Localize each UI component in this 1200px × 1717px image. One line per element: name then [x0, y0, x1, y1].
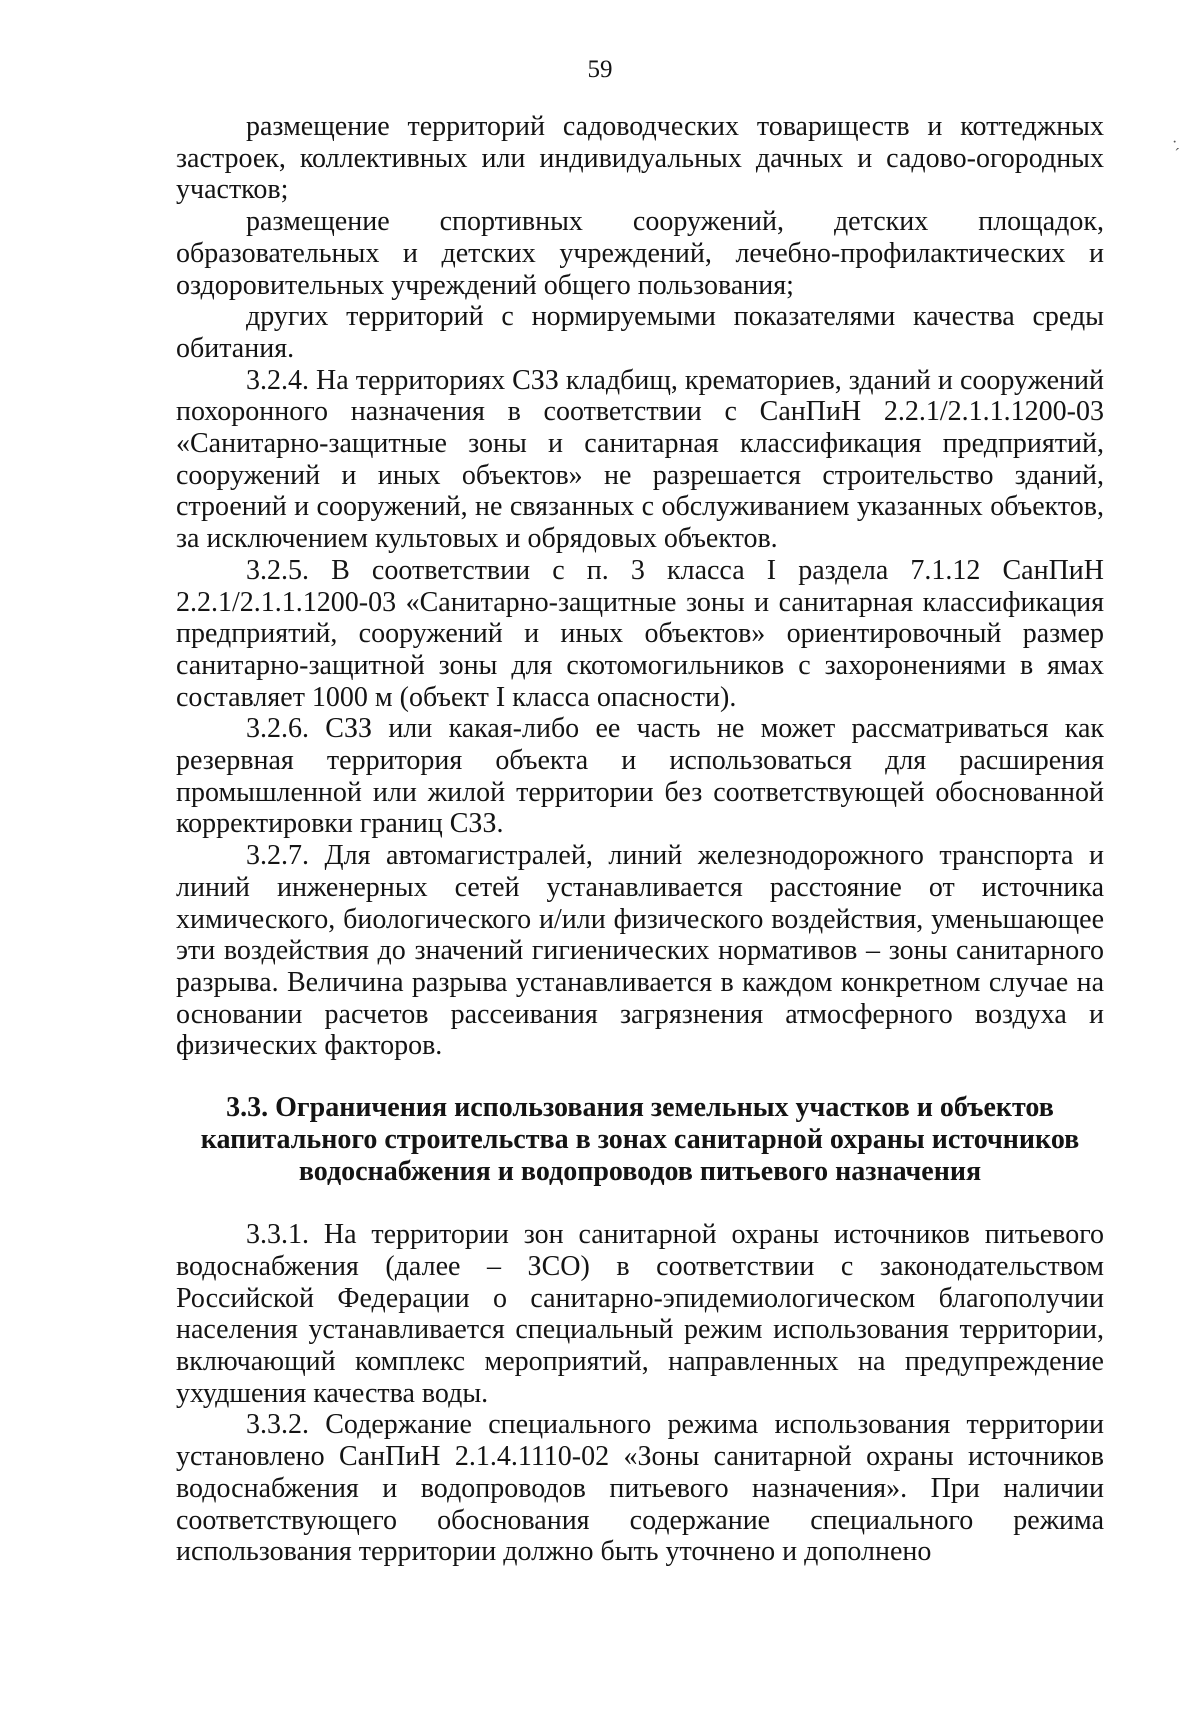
section-heading-line: капитального строительства в зонах санитарной охраны источников — [200, 1123, 1080, 1155]
paragraph-3-3-2: 3.3.2. Содержание специального режима использования территории установлено СанПиН 2.1.4.1110-02 «Зоны санитарной охраны источников водоснабжения и водопроводов питьевого назначения». При наличии соответствующего обоснования содержание специального режима использования территории должно быть уточнено и дополнено — [176, 1409, 1104, 1568]
paragraph-gardening-territories: размещение территорий садоводческих товариществ и коттеджных застроек, коллективных или индивидуальных дачных и садово-огородных участков; — [176, 111, 1104, 206]
section-heading-line: водоснабжения и водопроводов питьевого назначения — [298, 1155, 982, 1187]
paragraph-3-2-7: 3.2.7. Для автомагистралей, линий железнодорожного транспорта и линий инженерных сетей устанавливается расстояние от источника химического, биологического и/или физического воздействия, уменьшающее эти воздействия до значений гигиенических нормативов – зоны санитарного разрыва. Величина разрыва устанавливается в каждом конкретном случае на основании расчетов рассеивания загрязнения атмосферного воздуха и физических факторов. — [176, 840, 1104, 1062]
paragraph-3-2-5: 3.2.5. В соответствии с п. 3 класса I раздела 7.1.12 СанПиН 2.2.1/2.1.1.1200-03 «Санитарно-защитные зоны и санитарная классификация предприятий, сооружений и иных объектов» ориентировочный размер санитарно-защитной зоны для скотомогильников с захоронениями в ямах составляет 1000 м (объект I класса опасности). — [176, 554, 1104, 713]
page-number: 59 — [587, 56, 613, 83]
section-heading-line: 3.3. Ограничения использования земельных участков и объектов — [226, 1092, 1054, 1124]
section-heading-3-3 — [176, 1092, 1104, 1187]
paragraph-other-territories: других территорий с нормируемыми показателями качества среды обитания. — [176, 301, 1104, 364]
paragraph-3-3-1: 3.3.1. На территории зон санитарной охраны источников питьевого водоснабжения (далее – ЗСО) в соответствии с законодательством Российской Федерации о санитарно-эпидемиологическом благополучии населения устанавливается специальный режим использования территории, включающий комплекс мероприятий, направленных на предупреждение ухудшения качества воды. — [176, 1219, 1104, 1409]
paragraph-3-2-6: 3.2.6. СЗЗ или какая-либо ее часть не может рассматриваться как резервная территория объекта и использоваться для расширения промышленной или жилой территории без соответствующей обоснованной корректировки границ СЗЗ. — [176, 713, 1104, 840]
paragraph-3-2-4: 3.2.4. На территориях СЗЗ кладбищ, крематориев, зданий и сооружений похоронного назначения в соответствии с СанПиН 2.2.1/2.1.1.1200-03 «Санитарно-защитные зоны и санитарная классификация предприятий, сооружений и иных объектов» не разрешается строительство зданий, строений и сооружений, не связанных с обслуживанием указанных объектов, за исключением культовых и обрядовых объектов. — [176, 364, 1104, 555]
scan-artifact: ·̗ — [1172, 134, 1178, 151]
document-body — [176, 111, 1104, 1568]
paragraph-sports-facilities: размещение спортивных сооружений, детских площадок, образовательных и детских учреждений, лечебно-профилактических и оздоровительных учреждений общего пользования; — [176, 206, 1104, 301]
